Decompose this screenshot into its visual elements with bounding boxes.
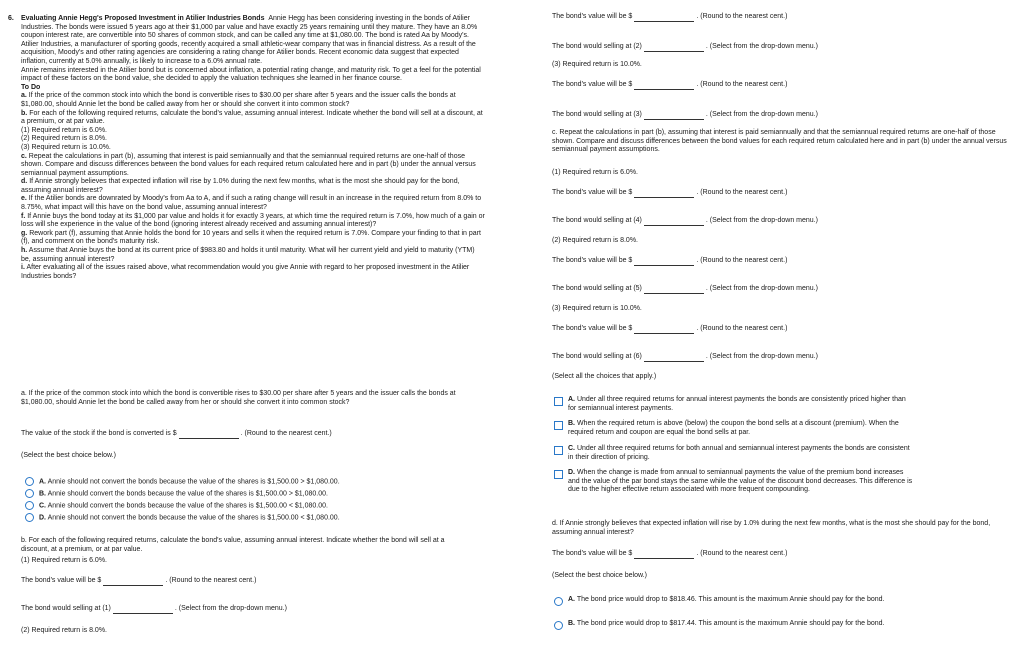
select-all-note: (Select all the choices that apply.) [552,373,657,380]
radio-icon[interactable] [25,489,34,498]
part-d-choice-b[interactable]: B. The bond price would drop to $817.44. This amount is the maximum Annie should pay for the bond. [554,620,934,638]
todo-i: i. After evaluating all of the issues raised above, what recommendation would you give Annie with regard to her proposed investment in the Atilier Industries bonds? [21,264,470,280]
part-c-choice-c[interactable]: C. Under all three required returns for both annual and semiannual interest payments the bonds are consistent in their direction of pricing. [554,445,914,467]
bond-value-input-2[interactable] [634,14,694,22]
part-c-r1: (1) Required return is 6.0%. [552,169,638,176]
value-row-6: The bond's value will be $ . (Round to the nearest cent.) [552,325,788,332]
checkbox-icon[interactable] [554,446,563,455]
checkbox-icon[interactable] [554,397,563,406]
todo-heading: To Do [21,83,41,91]
radio-icon[interactable] [25,477,34,486]
part-a-choice-a[interactable]: A. Annie should not convert the bonds because the value of the shares is $1,500.00 > $1,080.00. [25,477,340,487]
problem-number: 6. [8,15,14,22]
bond-value-input-d[interactable] [634,551,694,559]
part-a-choice-c[interactable]: C. Annie should convert the bonds because the value of the shares is $1,500.00 < $1,080.00. [25,501,328,511]
part-a-stock-value: The value of the stock if the bond is converted is $ . (Round to the nearest cent.) [21,430,332,437]
sell-row-3: The bond would selling at (3) . (Select from the drop-down menu.) [552,111,818,118]
checkbox-icon[interactable] [554,470,563,479]
value-row-4: The bond's value will be $ . (Round to the nearest cent.) [552,189,788,196]
todo-d: d. If Annie strongly believes that expected inflation will rise by 1.0% during the next few months, what is the most she should pay for the bond, assuming annual interest? [21,178,460,194]
sell-dropdown-1[interactable] [113,606,173,614]
intro-text-1: Annie Hegg has been considering investing in the bonds of Atilier Industries. The bonds were issued 5 years ago at their $1,000 par value and have exactly 25 years remaining until they mature. They have an 8.0% coupon interest rate, are convertible into 50 shares of common stock, and can be called any time at $1,080.00. The bond is rated Aa by Moody's. Atilier Industries, a manufacturer of sporting goods, recently acquired a small athletic-wear company that was in financial distress. As a result of the acquisition, Moody's and other rating agencies are considering a rating change for Atilier bonds. Recent economic data suggest that expected inflation, currently at 5.0% annually, is likely to increase to a 6.0% annual rate. [21,15,478,65]
sell-row-2: The bond would selling at (2) . (Select from the drop-down menu.) [552,43,818,50]
part-c-r2: (2) Required return is 8.0%. [552,237,638,244]
bond-value-input-3[interactable] [634,82,694,90]
part-b-value-1: The bond's value will be $ . (Round to the nearest cent.) [21,577,257,584]
intro-paragraph-1 [21,15,486,67]
part-d-choice-a[interactable]: A. The bond price would drop to $818.46. This amount is the maximum Annie should pay for the bond. [554,596,934,614]
radio-icon[interactable] [25,513,34,522]
part-c-choice-b[interactable]: B. When the required return is above (below) the coupon the bond sells at a discount (premium). When the required return and coupon are equal the bond sells at par. [554,420,914,442]
todo-e: e. If the Atilier bonds are downrated by Moody's from Aa to A, and if such a rating change will result in an increase in the required return from 8.0% to 8.75%, what impact will this have on the bond value, assuming annual interest? [21,195,482,212]
sell-row-5: The bond would selling at (5) . (Select from the drop-down menu.) [552,285,818,292]
part-c-r3: (3) Required return is 10.0%. [552,305,642,312]
bond-value-input-1[interactable] [103,578,163,586]
part-a-choice-b[interactable]: B. Annie should convert the bonds because the value of the shares is $1,500.00 > $1,080.00. [25,489,328,499]
part-a-question: a. If the price of the common stock into which the bond is convertible rises to $30.00 per share after 5 years and the issuer calls the bonds at $1,080.00, should Annie let the bond be called away from her or should she convert it into common stock? [21,390,456,406]
todo-h: h. Assume that Annie buys the bond at its current price of $983.80 and holds it until maturity. What will her current yield and yield to maturity (YTM) be, assuming annual interest? [21,247,475,263]
todo-b3: (3) Required return is 10.0%. [21,143,111,151]
sell-dropdown-5[interactable] [644,286,704,294]
todo-f: f. If Annie buys the bond today at its $1,000 par value and holds it for exactly 3 years, at which time the required return is 7.0%, how much of a gain or loss will she experience in the value of the bond (ignoring interest already received and assuming annual interest)? [21,212,485,229]
part-c-choice-a[interactable]: A. Under all three required returns for annual interest payments the bonds are consistently priced higher than for semiannual interest payments. [554,396,914,418]
todo-b1: (1) Required return is 6.0%. [21,126,107,134]
sell-dropdown-2[interactable] [644,44,704,52]
bond-value-input-4[interactable] [634,190,694,198]
checkbox-icon[interactable] [554,421,563,430]
part-c-choice-d[interactable]: D. When the change is made from annual to semiannual payments the value of the premium bond increases and the value of the par bond stays the same while the value of the discount bond decreases. This difference is due to the higher effective return associated with more frequent compounding. [554,469,914,513]
part-c-question: c. Repeat the calculations in part (b), assuming that interest is paid semiannually and that the semiannual required returns are one-half of those shown. Compare and discuss differences between the bond values for each required return calculated here and in part (b) under the annual versus semiannual payment assumptions. [552,129,1007,154]
part-b-sell-1: The bond would selling at (1) . (Select from the drop-down menu.) [21,605,287,612]
bond-value-input-6[interactable] [634,326,694,334]
radio-icon[interactable] [25,501,34,510]
part-d-question: d. If Annie strongly believes that expected inflation will rise by 1.0% during the next few months, what is the most she should pay for the bond, assuming annual interest? [552,520,991,536]
value-row-3: The bond's value will be $ . (Round to the nearest cent.) [552,81,788,88]
bond-value-input-5[interactable] [634,258,694,266]
radio-icon[interactable] [554,597,563,606]
value-row-d: The bond's value will be $ . (Round to the nearest cent.) [552,550,788,557]
todo-a: a. If the price of the common stock into which the bond is convertible rises to $30.00 per share after 5 years and the issuer calls the bonds at $1,080.00, should Annie let the bond be called away from her or should she convert it into common stock? [21,92,456,108]
sell-row-6: The bond would selling at (6) . (Select from the drop-down menu.) [552,353,818,360]
part-b-r1: (1) Required return is 6.0%. [21,557,107,564]
part-a-choice-d[interactable]: D. Annie should not convert the bonds because the value of the shares is $1,500.00 < $1,080.00. [25,513,340,523]
problem-title: Evaluating Annie Hegg's Proposed Investment in Atilier Industries Bonds [21,15,265,22]
intro-paragraph-2: Annie remains interested in the Atilier bond but is concerned about inflation, a potential rating change, and maturity risk. To get a feel for the potential impact of these factors on the bond value, she decided to apply the valuation techniques she learned in her finance course. [21,66,481,83]
sell-row-4: The bond would selling at (4) . (Select from the drop-down menu.) [552,217,818,224]
radio-icon[interactable] [554,621,563,630]
part-a-select-best: (Select the best choice below.) [21,452,116,459]
todo-g: g. Rework part (f), assuming that Annie holds the bond for 10 years and sells it when the required return is 7.0%. Compare your finding to that in part (f), and comment on the bond's maturity risk. [21,229,481,246]
todo-b2: (2) Required return is 8.0%. [21,135,107,143]
part-b-question: b. For each of the following required returns, calculate the bond's value, assuming annual interest. Indicate whether the bond will sell at a discount, at a premium, or at par value. [21,537,445,553]
part-d-select-best: (Select the best choice below.) [552,572,647,579]
sell-dropdown-6[interactable] [644,354,704,362]
sell-dropdown-4[interactable] [644,218,704,226]
sell-dropdown-3[interactable] [644,112,704,120]
problem-intro [21,15,486,281]
todo-c: c. Repeat the calculations in part (b), assuming that interest is paid semiannually and that the semiannual required returns are one-half of those shown. Compare and discuss differences between the bond values for each required return calculated here and in part (b) under the annual versus semiannual payment assumptions. [21,152,476,177]
stock-value-input[interactable] [179,431,239,439]
r3-label: (3) Required return is 10.0%. [552,61,642,68]
value-row-2: The bond's value will be $ . (Round to the nearest cent.) [552,13,788,20]
value-row-5: The bond's value will be $ . (Round to the nearest cent.) [552,257,788,264]
part-b-r2: (2) Required return is 8.0%. [21,627,107,634]
todo-b: b. For each of the following required returns, calculate the bond's value, assuming annual interest. Indicate whether the bond will sell at a discount, at a premium, or at par value. [21,109,483,126]
